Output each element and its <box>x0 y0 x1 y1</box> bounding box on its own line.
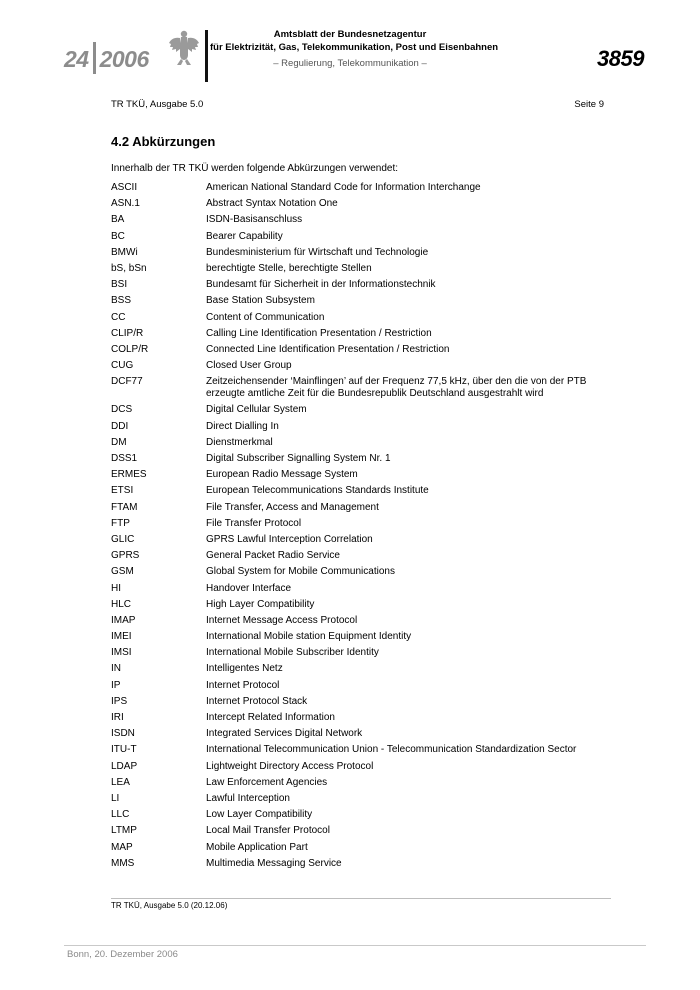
abbreviation-definition: Law Enforcement Agencies <box>206 776 328 788</box>
abbreviation-definition: Internet Protocol <box>206 679 280 691</box>
abbreviation-term: LI <box>111 792 120 804</box>
abbreviation-term: FTP <box>111 517 130 529</box>
abbreviation-definition: Calling Line Identification Presentation / Restriction <box>206 327 432 339</box>
abbreviation-definition: American National Standard Code for Information Interchange <box>206 182 481 193</box>
abbreviation-definition: Content of Communication <box>206 311 325 323</box>
abbreviation-row <box>111 229 606 245</box>
abbreviation-row <box>111 326 606 342</box>
abbreviation-definition: Bundesministerium für Wirtschaft und Technologie <box>206 246 429 258</box>
running-head-page: Seite 9 <box>574 99 604 110</box>
issue-year: 2006 <box>99 46 149 72</box>
abbreviation-row <box>111 823 606 839</box>
abbreviation-definition: ISDN-Basisanschluss <box>206 214 303 226</box>
abbreviation-term: MAP <box>111 841 133 853</box>
abbreviation-term: ETSI <box>111 485 134 497</box>
abbreviation-definition: Global System for Mobile Communications <box>206 566 395 578</box>
abbreviation-definition: Handover Interface <box>206 582 292 594</box>
abbreviation-definition: International Telecommunication Union - Telecommunication Standardization Sector <box>206 744 577 756</box>
abbreviation-term: LTMP <box>111 825 137 837</box>
abbreviation-term: LEA <box>111 776 130 788</box>
abbreviation-term: ASN.1 <box>111 198 140 210</box>
abbreviation-definition: Internet Message Access Protocol <box>206 614 358 626</box>
abbreviation-definition: Intelligentes Netz <box>206 663 283 675</box>
abbreviation-term: FTAM <box>111 501 138 513</box>
abbreviation-term: BC <box>111 230 125 242</box>
abbreviation-row <box>111 261 606 277</box>
abbreviation-row <box>111 678 606 694</box>
abbreviation-row <box>111 613 606 629</box>
abbreviation-definition: Low Layer Compatibility <box>206 809 313 821</box>
abbreviation-term: GPRS <box>111 550 140 562</box>
abbreviation-definition: Base Station Subsystem <box>206 295 315 307</box>
abbreviation-term: DSS1 <box>111 453 138 464</box>
abbreviation-term: bS, bSn <box>111 262 147 274</box>
issue-number: 24 <box>64 46 89 72</box>
abbreviation-row <box>111 807 606 823</box>
abbreviation-definition: General Packet Radio Service <box>206 550 340 562</box>
abbreviation-row <box>111 775 606 791</box>
abbreviation-row <box>111 710 606 726</box>
abbreviation-row <box>111 245 606 261</box>
abbreviation-definition: GPRS Lawful Interception Correlation <box>206 533 373 545</box>
abbreviation-row <box>111 548 606 564</box>
abbreviation-row <box>111 661 606 677</box>
abbreviation-definition: Bundesamt für Sicherheit in der Informationstechnik <box>206 279 436 291</box>
abbreviation-row <box>111 293 606 309</box>
abbreviation-row <box>111 277 606 293</box>
abbreviation-row <box>111 694 606 710</box>
abbreviation-definition: Dienstmerkmal <box>206 436 273 448</box>
footer-document: TR TKÜ, Ausgabe 5.0 (20.12.06) <box>111 901 228 910</box>
abbreviation-row <box>111 840 606 856</box>
abbreviation-definition: Direct Dialling In <box>206 420 279 432</box>
abbreviation-definition: Lightweight Directory Access Protocol <box>206 760 374 772</box>
abbreviation-definition: Digital Cellular System <box>206 404 307 416</box>
abbreviation-term: ITU-T <box>111 744 137 756</box>
abbreviation-row <box>111 532 606 548</box>
abbreviation-definition: High Layer Compatibility <box>206 598 315 610</box>
abbreviation-row <box>111 856 606 872</box>
abbreviation-definition: Zeitzeichensender ‘Mainflingen’ auf der Frequenz 77,5 kHz, über den die von der PTB erzeugte amtliche Zeit für die Bundesrepublik Deutschland ausgestrahlt wird <box>206 376 587 400</box>
abbreviation-row <box>111 435 606 451</box>
abbreviation-definition: Integrated Services Digital Network <box>206 728 363 740</box>
footer-rule <box>111 898 611 899</box>
abbreviation-definition: European Radio Message System <box>206 469 358 481</box>
abbreviation-definition: Abstract Syntax Notation One <box>206 198 338 210</box>
abbreviation-term: IMAP <box>111 614 136 626</box>
abbreviation-definition: Mobile Application Part <box>206 841 308 853</box>
abbreviation-term: HLC <box>111 598 132 610</box>
abbreviation-term: LDAP <box>111 760 138 772</box>
abbreviation-term: MMS <box>111 857 135 869</box>
section-heading: 4.2 Abkürzungen <box>111 134 216 149</box>
abbreviation-definition: European Telecommunications Standards Institute <box>206 485 429 497</box>
abbreviation-term: BA <box>111 214 125 226</box>
abbreviation-row <box>111 180 606 196</box>
abbreviation-row <box>111 726 606 742</box>
abbreviation-definition: Lawful Interception <box>206 792 290 804</box>
abbreviation-definition: International Mobile Subscriber Identity <box>206 647 379 659</box>
running-head-document: TR TKÜ, Ausgabe 5.0 <box>111 99 204 110</box>
abbreviation-row <box>111 791 606 807</box>
issue-separator <box>93 42 96 74</box>
abbreviation-term: GLIC <box>111 533 135 545</box>
bottom-rule <box>64 945 646 946</box>
abbreviation-term: BMWi <box>111 246 138 258</box>
abbreviation-row <box>111 645 606 661</box>
abbreviation-term: DDI <box>111 420 129 432</box>
abbreviation-definition: File Transfer, Access and Management <box>206 501 379 513</box>
abbreviation-definition: Intercept Related Information <box>206 712 335 723</box>
abbreviation-definition: Internet Protocol Stack <box>206 695 308 707</box>
issue-label <box>64 42 149 74</box>
abbreviation-term: CC <box>111 311 126 323</box>
masthead-title-line2: für Elektrizität, Gas, Telekommunikation, Post und Eisenbahnen <box>210 42 499 53</box>
abbreviation-row <box>111 212 606 228</box>
masthead-subtitle: – Regulierung, Telekommunikation – <box>273 58 427 69</box>
abbreviation-term: IRI <box>111 712 124 723</box>
abbreviation-term: COLP/R <box>111 343 149 355</box>
abbreviation-row <box>111 310 606 326</box>
abbreviation-term: BSI <box>111 279 128 291</box>
abbreviation-term: IPS <box>111 695 128 707</box>
abbreviation-term: DCS <box>111 404 133 416</box>
abbreviation-row <box>111 759 606 775</box>
abbreviation-definition: Closed User Group <box>206 360 292 372</box>
abbreviation-row <box>111 742 606 758</box>
abbreviation-definition: Bearer Capability <box>206 230 283 242</box>
abbreviation-definition: Connected Line Identification Presentation / Restriction <box>206 343 450 355</box>
abbreviation-term: CUG <box>111 360 134 372</box>
federal-eagle-icon <box>168 28 200 66</box>
abbreviation-definition: Local Mail Transfer Protocol <box>206 825 330 837</box>
footer-place-date: Bonn, 20. Dezember 2006 <box>67 949 178 960</box>
abbreviation-definition: Digital Subscriber Signalling System Nr. 1 <box>206 453 391 464</box>
abbreviation-term: DCF77 <box>111 376 143 388</box>
abbreviation-term: IMSI <box>111 647 132 659</box>
abbreviation-list <box>111 180 606 872</box>
abbreviation-definition: Multimedia Messaging Service <box>206 857 342 869</box>
abbreviation-term: ISDN <box>111 728 135 740</box>
abbreviation-row <box>111 500 606 516</box>
abbreviation-term: CLIP/R <box>111 327 144 339</box>
abbreviation-term: IN <box>111 663 121 675</box>
abbreviation-row <box>111 483 606 499</box>
abbreviation-row <box>111 402 606 418</box>
abbreviation-row <box>111 451 606 467</box>
abbreviation-row <box>111 419 606 435</box>
abbreviation-term: IMEI <box>111 631 132 643</box>
abbreviation-row <box>111 564 606 580</box>
abbreviation-definition: International Mobile station Equipment Identity <box>206 631 412 643</box>
abbreviation-term: LLC <box>111 809 130 821</box>
abbreviation-row <box>111 374 606 402</box>
abbreviation-row <box>111 597 606 613</box>
abbreviation-row <box>111 342 606 358</box>
abbreviation-row <box>111 516 606 532</box>
masthead-divider <box>205 30 208 82</box>
abbreviation-row <box>111 581 606 597</box>
abbreviation-term: IP <box>111 679 121 691</box>
abbreviation-definition: berechtigte Stelle, berechtigte Stellen <box>206 262 372 274</box>
abbreviation-definition: File Transfer Protocol <box>206 517 302 529</box>
masthead-title-line1: Amtsblatt der Bundesnetzagentur <box>273 29 427 40</box>
abbreviation-term: ERMES <box>111 469 147 481</box>
abbreviation-term: GSM <box>111 566 134 578</box>
abbreviation-term: ASCII <box>111 182 138 193</box>
abbreviation-row <box>111 629 606 645</box>
abbreviation-term: DM <box>111 436 127 448</box>
abbreviation-term: HI <box>111 582 121 594</box>
abbreviation-row <box>111 358 606 374</box>
abbreviation-term: BSS <box>111 295 132 307</box>
abbreviation-row <box>111 196 606 212</box>
abbreviation-row <box>111 467 606 483</box>
page-number: 3859 <box>597 46 644 71</box>
section-intro: Innerhalb der TR TKÜ werden folgende Abkürzungen verwendet: <box>111 163 399 174</box>
